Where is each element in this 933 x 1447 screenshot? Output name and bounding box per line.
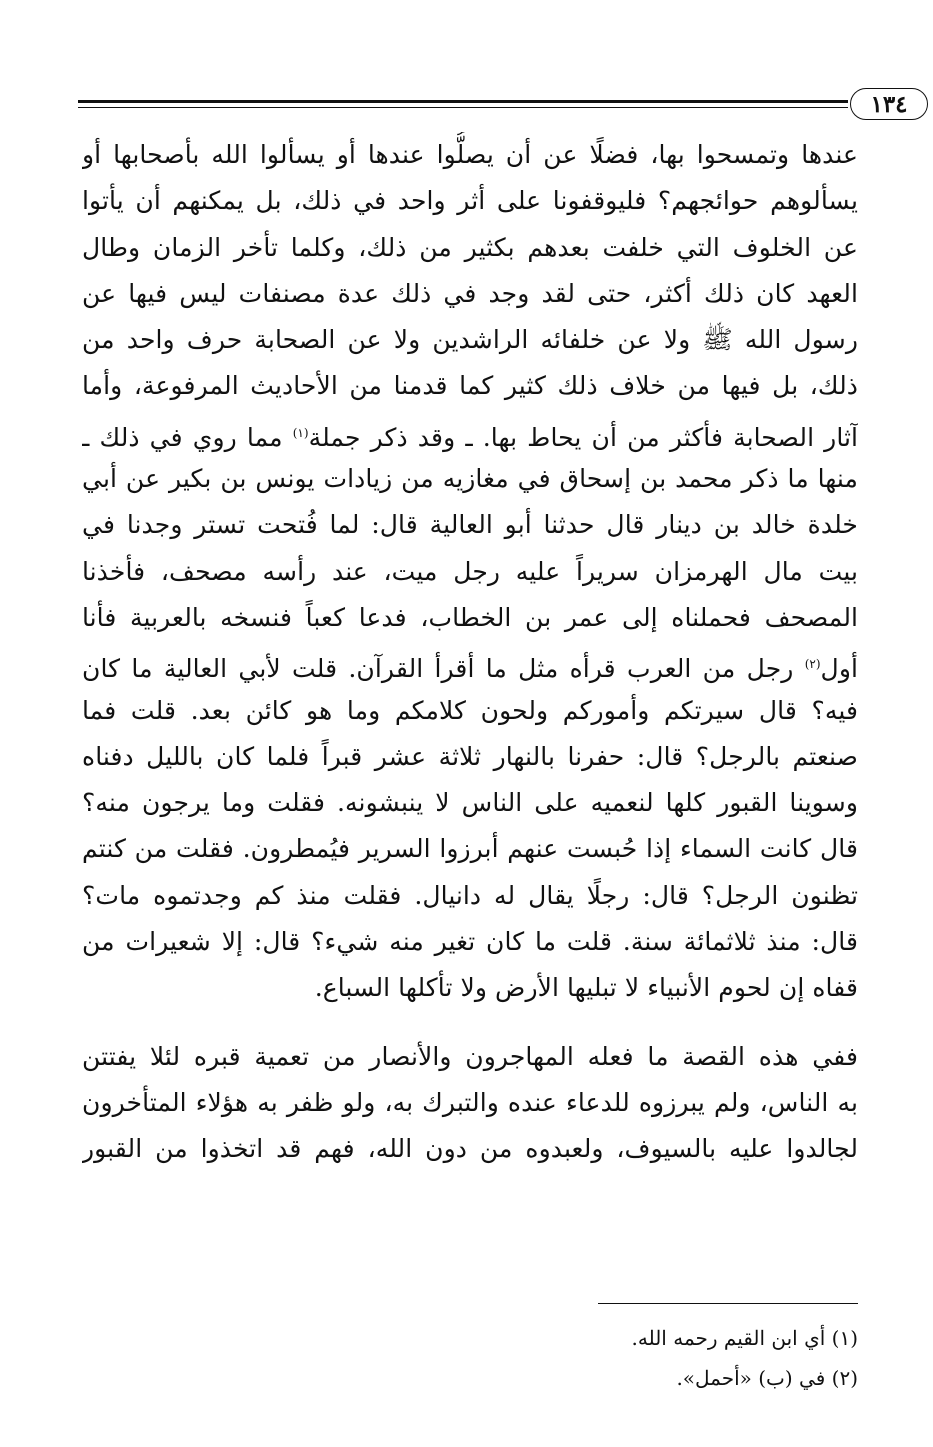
text-line: فيه؟ قال سيرتكم وأموركم ولحون كلامكم وما هو كائن بعد. قلت فما [82,695,858,725]
text-segment: أول [820,654,858,684]
text-line: يسألوهم حوائجهم؟ فليوقفونا على أثر واحد في ذلك، بل يمكنهم أن يأتوا [82,186,858,216]
main-text [82,132,858,1173]
paragraph-gap [82,1012,858,1034]
text-line: العهد كان ذلك أكثر، حتى لقد وجد في ذلك عدة مصنفات ليس فيها عن [82,278,858,308]
footnotes [82,1318,858,1398]
text-line-with-footnote-ref [82,641,858,687]
page-header [78,88,933,128]
text-line: قفاه إن لحوم الأنبياء لا تبليها الأرض ولا تأكلها السباع. [314,973,858,1003]
text-line: منها ما ذكر محمد بن إسحاق في مغازيه من زيادات يونس بن بكير عن أبي [82,464,858,494]
text-line: المصحف فحملناه إلى عمر بن الخطاب، فدعا كعباً فنسخه بالعربية فأنا [82,602,858,632]
text-line: به الناس، ولم يبرزوه للدعاء عنده والتبرك به، ولو ظفر به هؤلاء المتأخرون [82,1087,858,1117]
page-number: ١٣٤ [850,88,928,120]
text-line: عندها وتمسحوا بها، فضلًا عن أن يصلُّوا عندها أو يسألوا الله بأصحابها أو [82,140,858,169]
footnote-ref-1[interactable]: (١) [292,425,309,440]
text-line: خلدة خالد بن دينار قال حدثنا أبو العالية قال: لما فُتحت تستر وجدنا في [82,510,858,540]
header-rule-thin [78,107,848,108]
footnote-2: (٢) في (ب) «أحمل». [676,1366,858,1390]
text-segment: رجل من العرب قرأه مثل ما أقرأ القرآن. قلت لأبي العالية ما كان [82,654,805,684]
text-segment: مما روي في ذلك ـ [82,422,293,452]
text-line: قال: منذ ثلاثمائة سنة. قلت ما كان تغير منه شيء؟ قال: إلا شعيرات من [82,927,858,957]
text-line: ففي هذه القصة ما فعله المهاجرون والأنصار من تعمية قبره لئلا يفتتن [82,1041,858,1071]
header-rule-thick [78,100,848,103]
text-line: صنعتم بالرجل؟ قال: حفرنا بالنهار ثلاثة عشر قبراً فلما كان بالليل دفناه [82,741,858,771]
footnote-separator [598,1303,858,1304]
text-line: ذلك، بل فيها من خلاف ذلك كثير كما قدمنا من الأحاديث المرفوعة، وأما [82,371,858,401]
text-line: وسوينا القبور كلها لنعميه على الناس لا ينبشونه. فقلت وما يرجون منه؟ [82,788,858,818]
text-line: قال كانت السماء إذا حُبست عنهم أبرزوا السرير فيُمطرون. فقلت من كنتم [82,834,858,864]
footnote-ref-2[interactable]: (٢) [804,657,821,672]
text-line: لجالدوا عليه بالسيوف، ولعبدوه من دون الله، فهم قد اتخذوا من القبور [82,1134,858,1164]
footnote-1: (١) أي ابن القيم رحمه الله. [631,1326,858,1350]
text-line-with-footnote-ref [82,410,858,456]
text-line: رسول الله ﷺ ولا عن خلفائه الراشدين ولا عن الصحابة حرف واحد من [82,325,858,355]
text-line: عن الخلوف التي خلفت بعدهم بكثير من ذلك، وكلما تأخر الزمان وطال [82,232,858,262]
text-line: تظنون الرجل؟ قال: رجلًا يقال له دانيال. فقلت منذ كم وجدتموه مات؟ [82,880,858,910]
text-segment: آثار الصحابة فأكثر من أن يحاط بها. ـ وقد ذكر جملة [308,422,858,452]
text-line: بيت مال الهرمزان سريراً عليه رجل ميت، عند رأسه مصحف، فأخذنا [82,556,858,586]
